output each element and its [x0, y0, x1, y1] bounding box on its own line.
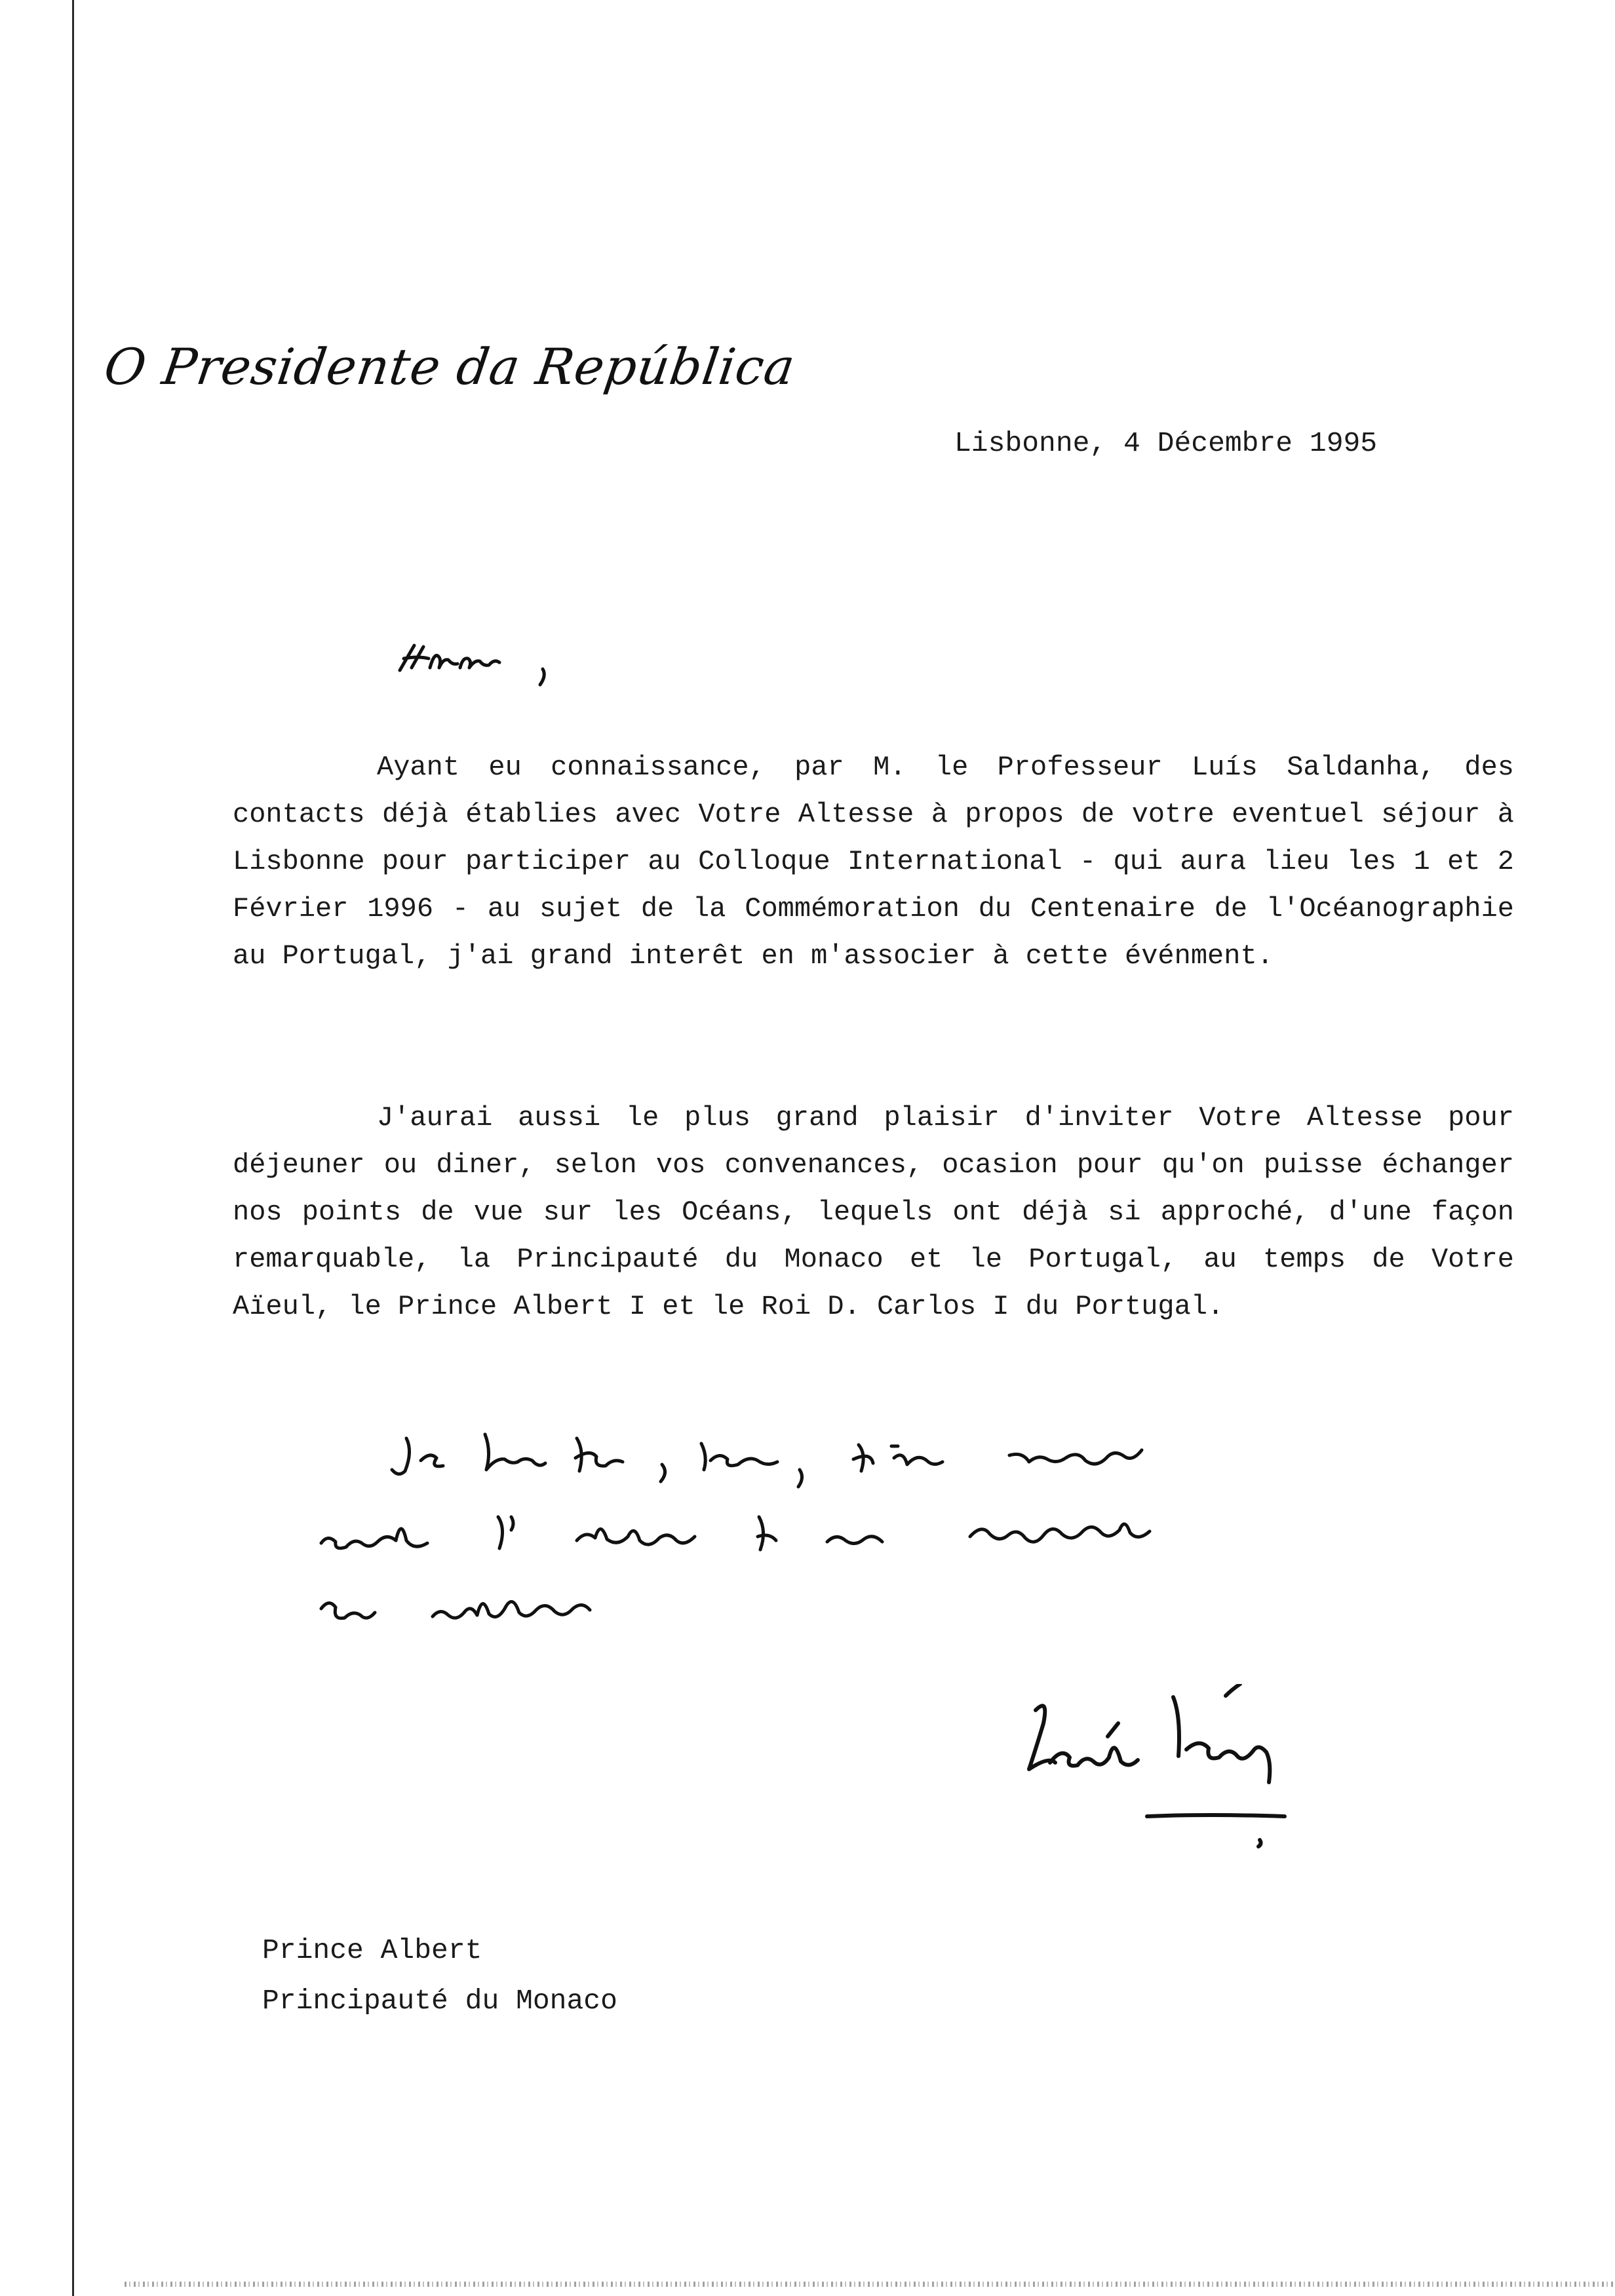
signature-drawing — [1009, 1684, 1350, 1867]
addressee-block — [262, 1925, 617, 2026]
handwritten-salutation — [392, 639, 575, 691]
letter-paragraph-1: Ayant eu connaissance, par M. le Professeur Luís Saldanha, des contacts déjà établies avec Votre Altesse à propos de votre eventuel séjour à Lisbonne pour participer au Colloque International - qui aura lieu les 1 et 2 Février 1996 - au sujet de la Commémoration du Centenaire de l'Océanographie au Portugal, j'ai grand interêt en m'associer à cette événment. — [233, 752, 1514, 972]
addressee-name: Prince Albert — [262, 1934, 482, 1966]
addressee-location: Principauté du Monaco — [262, 1985, 617, 2017]
letter-paragraph-2: J'aurai aussi le plus grand plaisir d'inviter Votre Altesse pour déjeuner ou diner, selon vos convenances, ocasion pour qu'on puisse échanger nos points de vue sur les Océans, lequels ont déjà si approché, d'une façon remarquable, la Principauté du Monaco et le Portugal, au temps de Votre Aïeul, le Prince Albert I et le Roi D. Carlos I du Portugal. — [233, 1102, 1514, 1322]
letter-dateline: Lisbonne, 4 Décembre 1995 — [954, 427, 1378, 459]
scan-bottom-edge — [125, 2282, 1615, 2287]
handwritten-closing — [315, 1412, 1455, 1713]
letterhead-title: O Presidente da República — [100, 337, 799, 396]
scan-edge-line — [72, 0, 74, 2296]
